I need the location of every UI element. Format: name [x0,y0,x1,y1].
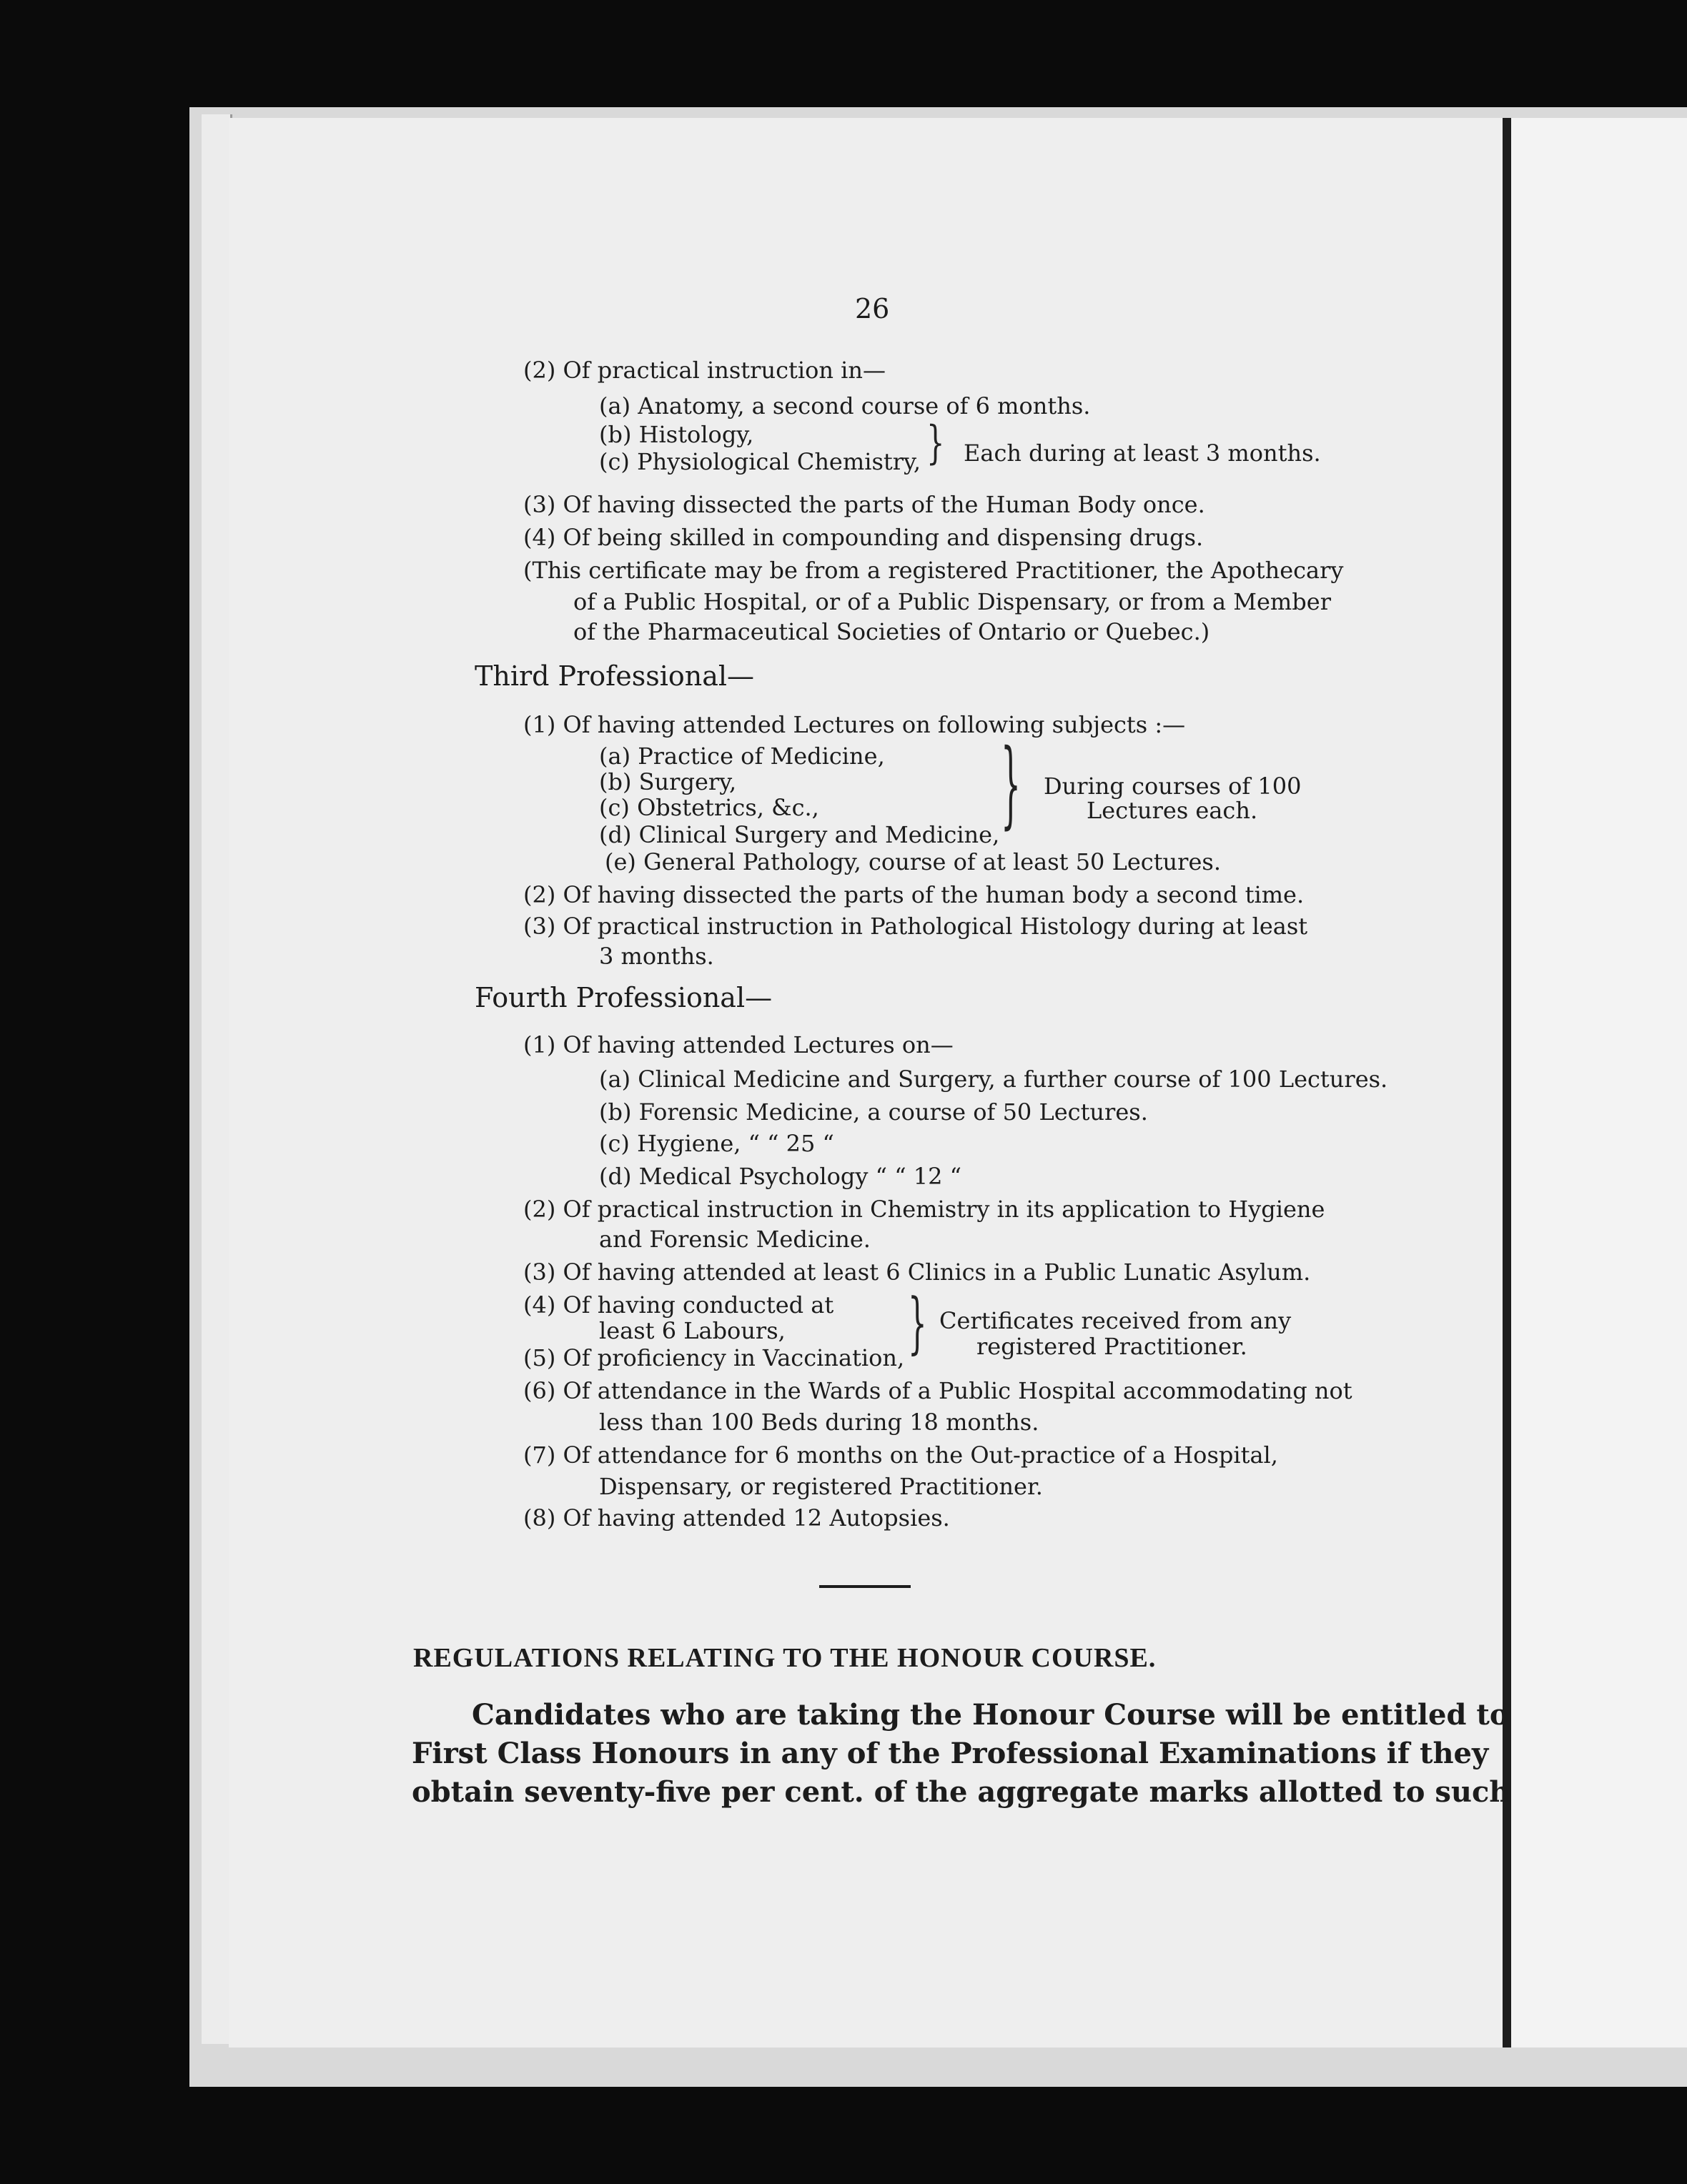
item-lunatic-asylum: (3) Of having attended at least 6 Clinics in a Public Lunatic Asylum. [523,1259,1311,1286]
brace-symbol: } [926,417,945,470]
item-continuation: and Forensic Medicine. [599,1226,871,1253]
sub-item-forensic-medicine: (b) Forensic Medicine, a course of 50 Lectures. [599,1098,1148,1126]
paragraph-line: Candidates who are taking the Honour Course will be entitled to [472,1698,1509,1732]
paragraph-line: obtain seventy-five per cent. of the aggregate marks allotted to such [412,1775,1510,1809]
sub-item-physiological-chemistry: (c) Physiological Chemistry, [599,448,921,475]
certificate-note-line: of a Public Hospital, or of a Public Dispensary, or from a Member [573,588,1331,615]
brace-note: Certificates received from any [939,1307,1292,1334]
item-continuation: 3 months. [599,943,714,970]
section-divider-rule [819,1585,911,1588]
certificate-note-line: (This certificate may be from a registered Practitioner, the Apothecary [523,557,1344,584]
sub-item-histology: (b) Histology, [599,421,754,448]
page-stack-edge [202,114,232,2044]
item-chemistry-hygiene: (2) Of practical instruction in Chemistry in its application to Hygiene [523,1196,1325,1223]
sub-item-general-pathology: (e) General Pathology, course of at least 50 Lectures. [605,848,1221,875]
item-continuation: Dispensary, or registered Practitioner. [599,1473,1043,1500]
item-practical-instruction: (2) Of practical instruction in— [523,357,886,384]
item-vaccination: (5) Of proficiency in Vaccination, [523,1344,905,1371]
sub-item-clinical-medicine: (a) Clinical Medicine and Surgery, a further course of 100 Lectures. [599,1066,1388,1093]
brace-symbol: } [1001,730,1021,840]
item-continuation: least 6 Labours, [599,1317,786,1344]
section-title-third-professional: Third Professional— [475,660,755,692]
sub-item-obstetrics: (c) Obstetrics, &c., [599,794,819,821]
brace-symbol: } [908,1284,927,1361]
brace-note: Each during at least 3 months. [964,440,1321,467]
brace-note: registered Practitioner. [976,1333,1247,1360]
binding-gutter [1503,118,1511,2047]
brace-note: During courses of 100 [1044,773,1302,800]
item-conducted-labours: (4) Of having conducted at [523,1291,834,1319]
item-attended-lectures-on: (1) Of having attended Lectures on— [523,1031,954,1058]
page-number: 26 [855,293,890,324]
brace-note: Lectures each. [1087,797,1258,824]
sub-item-medical-psychology: (d) Medical Psychology “ “ 12 “ [599,1163,961,1190]
certificate-note-line: of the Pharmaceutical Societies of Ontario or Quebec.) [573,618,1210,645]
item-compounding-drugs: (4) Of being skilled in compounding and dispensing drugs. [523,524,1204,551]
item-dissected-once: (3) Of having dissected the parts of the Human Body once. [523,491,1205,518]
item-pathological-histology: (3) Of practical instruction in Pathological Histology during at least [523,913,1308,940]
item-autopsies: (8) Of having attended 12 Autopsies. [523,1504,950,1532]
facing-page [1511,118,1687,2047]
item-public-hospital-wards: (6) Of attendance in the Wards of a Public Hospital accommodating not [523,1377,1352,1404]
honour-course-heading: REGULATIONS RELATING TO THE HONOUR COURSE. [413,1643,1157,1673]
sub-item-hygiene: (c) Hygiene, “ “ 25 “ [599,1130,834,1157]
item-dissected-second-time: (2) Of having dissected the parts of the human body a second time. [523,881,1305,908]
sub-item-practice-of-medicine: (a) Practice of Medicine, [599,743,885,770]
item-continuation: less than 100 Beds during 18 months. [599,1409,1039,1436]
sub-item-anatomy: (a) Anatomy, a second course of 6 months. [599,392,1091,420]
item-attended-lectures: (1) Of having attended Lectures on following subjects :— [523,711,1186,738]
section-title-fourth-professional: Fourth Professional— [475,982,773,1013]
paragraph-line: First Class Honours in any of the Professional Examinations if they [412,1737,1489,1770]
sub-item-clinical-surgery: (d) Clinical Surgery and Medicine, [599,821,1000,848]
sub-item-surgery: (b) Surgery, [599,768,737,795]
item-out-practice: (7) Of attendance for 6 months on the Out-practice of a Hospital, [523,1441,1278,1469]
